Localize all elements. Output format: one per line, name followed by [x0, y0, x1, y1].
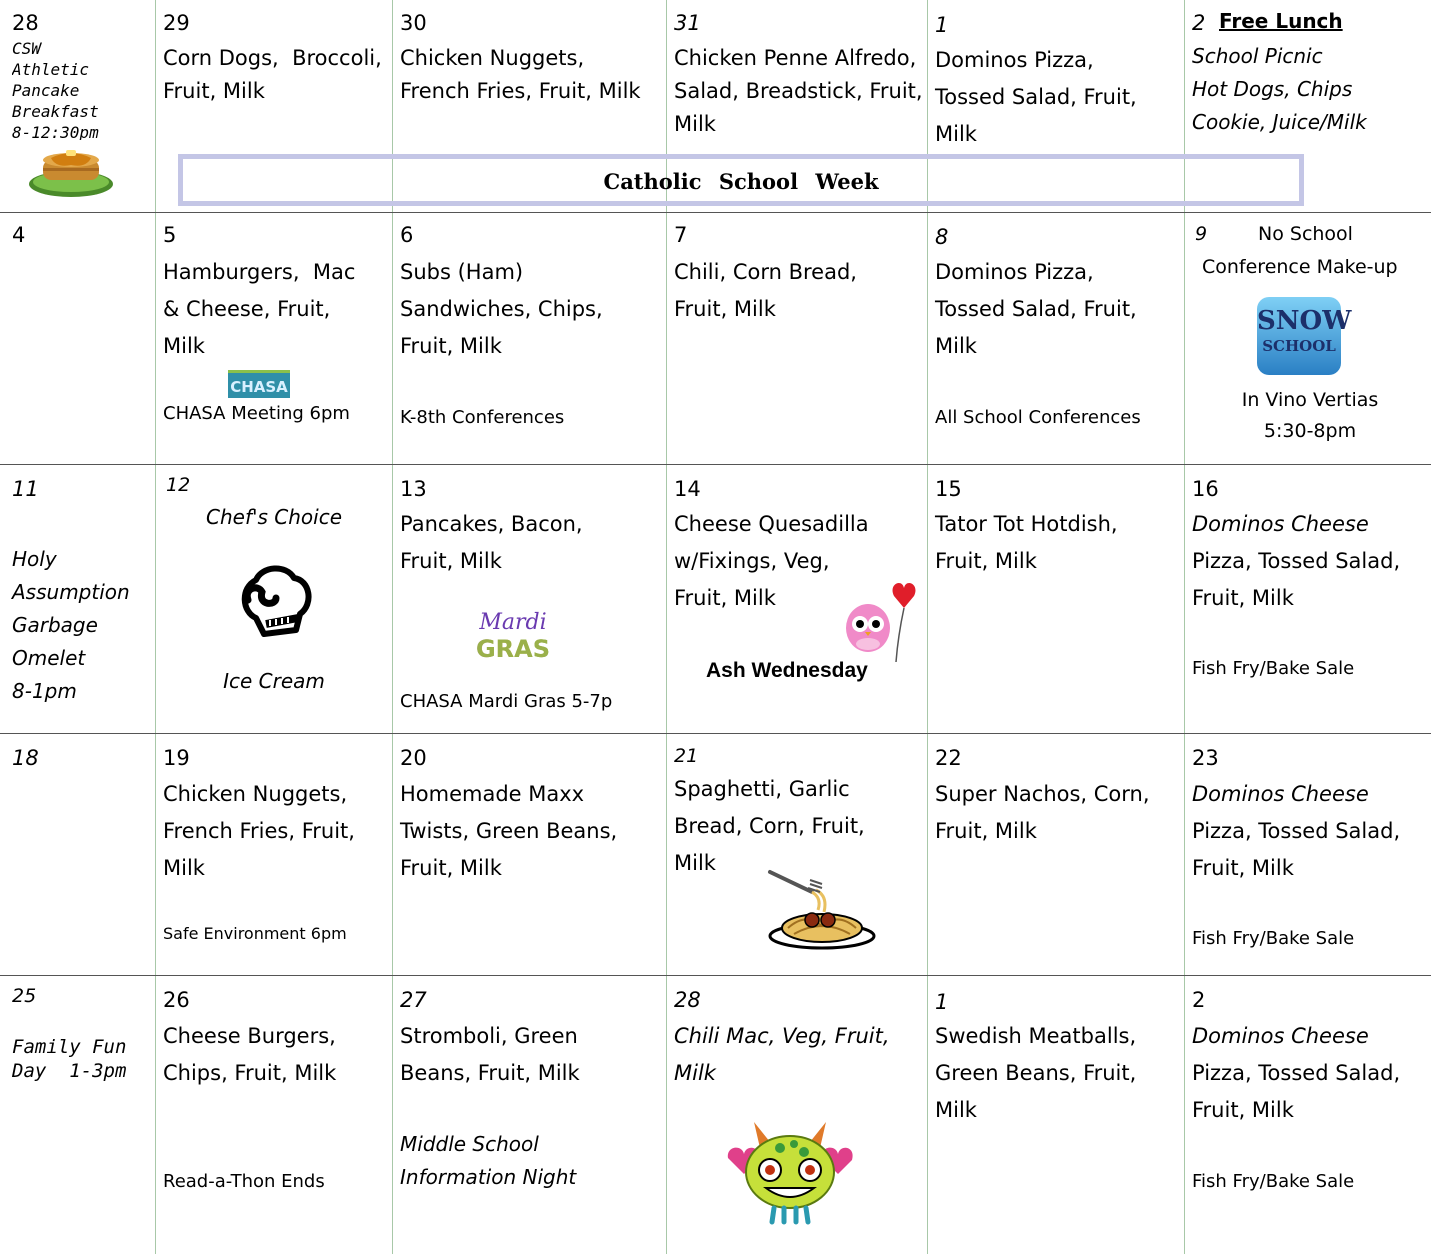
event-text: Read-a-Thon Ends — [163, 1171, 325, 1192]
day-number: 15 — [935, 477, 962, 501]
day-number: 11 — [12, 477, 39, 501]
menu-text: Tator Tot Hotdish, Fruit, Milk — [935, 512, 1118, 573]
event-text: CSW Athletic Pancake Breakfast 8-12:30pm — [12, 39, 99, 140]
grid-line — [155, 0, 156, 1254]
menu-text: Homemade Maxx Twists, Green Beans, Fruit, Milk — [400, 782, 618, 880]
menu-text: Dominos Pizza, Tossed Salad, Fruit, Milk — [935, 260, 1137, 358]
day-number: 1 — [935, 990, 949, 1014]
menu-text: Swedish Meatballs, Green Beans, Fruit, Milk — [935, 1024, 1137, 1122]
event-text: CHASA Mardi Gras 5-7p — [400, 691, 613, 712]
menu-text-italic: Dominos Cheese — [1192, 782, 1369, 806]
day-number: 7 — [674, 223, 688, 247]
grid-line — [0, 212, 1431, 213]
menu-text: Spaghetti, Garlic Bread, Corn, Fruit, Milk — [674, 777, 865, 875]
event-text: Ice Cream — [223, 669, 325, 693]
monster-icon — [724, 1118, 856, 1226]
day-number: 6 — [400, 223, 414, 247]
day-number: 2 — [1192, 988, 1206, 1012]
day-number: 14 — [674, 477, 701, 501]
day-number: 13 — [400, 477, 427, 501]
grid-line — [0, 733, 1431, 734]
menu-text: Pizza, Tossed Salad, Fruit, Milk — [1192, 819, 1401, 880]
menu-text-italic: Dominos Cheese — [1192, 1024, 1369, 1048]
menu-text: Chili, Corn Bread, Fruit, Milk — [674, 260, 857, 321]
event-text: Family Fun Day 1-3pm — [12, 1036, 127, 1082]
day-number: 22 — [935, 746, 962, 770]
menu-text: School Picnic Hot Dogs, Chips Cookie, Juice/Milk — [1192, 44, 1367, 134]
menu-text: Chicken Penne Alfredo, Salad, Breadstick, Fruit, Milk — [674, 46, 923, 136]
day-number: 28 — [12, 11, 39, 35]
banner-text: Catholic School Week — [603, 169, 879, 194]
event-text: All School Conferences — [935, 407, 1141, 428]
gras-icon-text: GRAS — [470, 636, 556, 662]
menu-text: Super Nachos, Corn, Fruit, Milk — [935, 782, 1150, 843]
pancake-icon — [26, 138, 116, 200]
day-number: 4 — [12, 223, 26, 247]
menu-text: Subs (Ham) Sandwiches, Chips, Fruit, Milk — [400, 260, 603, 358]
snow-school-icon — [1257, 297, 1352, 375]
day-number: 5 — [163, 223, 177, 247]
day-number: 20 — [400, 746, 427, 770]
day-number: 19 — [163, 746, 190, 770]
day-number: 31 — [674, 11, 701, 35]
chefs-choice-title: Chef's Choice — [206, 505, 342, 529]
day-number: 9 — [1195, 223, 1208, 245]
day-number: 18 — [12, 746, 39, 770]
day-number: 16 — [1192, 477, 1219, 501]
grid-line — [0, 464, 1431, 465]
chasa-logo-icon: CHASA — [228, 370, 290, 398]
day-number: 21 — [674, 745, 699, 767]
grid-line — [0, 975, 1431, 976]
menu-text: Corn Dogs, Broccoli, Fruit, Milk — [163, 46, 382, 103]
menu-text: Pizza, Tossed Salad, Fruit, Milk — [1192, 1061, 1401, 1122]
snow-icon-text: SNOW — [1257, 306, 1352, 336]
event-text: K-8th Conferences — [400, 407, 565, 428]
menu-text: Pizza, Tossed Salad, Fruit, Milk — [1192, 549, 1401, 610]
menu-text-italic: Dominos Cheese — [1192, 512, 1369, 536]
menu-text: Chili Mac, Veg, Fruit, Milk — [674, 1024, 890, 1085]
school-icon-text: SCHOOL — [1262, 337, 1336, 355]
event-text: Holy Assumption Garbage Omelet 8-1pm — [12, 547, 130, 703]
day-number: 28 — [674, 988, 701, 1012]
day-number: 2 — [1192, 11, 1206, 35]
event-text: Fish Fry/Bake Sale — [1192, 928, 1355, 949]
menu-text: Chicken Nuggets, French Fries, Fruit, Milk — [163, 782, 355, 880]
menu-text: Dominos Pizza, Tossed Salad, Fruit, Milk — [935, 48, 1137, 146]
day-number: 29 — [163, 11, 190, 35]
menu-text: Hamburgers, Mac & Cheese, Fruit, Milk — [163, 260, 356, 358]
event-text: Safe Environment 6pm — [163, 924, 347, 943]
day-number: 12 — [166, 474, 191, 496]
event-text: Fish Fry/Bake Sale — [1192, 1171, 1355, 1192]
mardi-icon-text: Mardi — [479, 610, 547, 635]
ash-wednesday-label: Ash Wednesday — [706, 659, 868, 682]
catholic-school-week-banner — [178, 154, 1304, 206]
menu-text: Chicken Nuggets, French Fries, Fruit, Milk — [400, 46, 641, 103]
owl-valentine-icon — [838, 576, 920, 662]
spaghetti-icon — [766, 862, 878, 952]
menu-text: Cheese Quesadilla w/Fixings, Veg, Fruit, Milk — [674, 512, 869, 610]
menu-text: Pancakes, Bacon, Fruit, Milk — [400, 512, 583, 573]
free-lunch-title: Free Lunch — [1219, 9, 1343, 33]
menu-text: Cheese Burgers, Chips, Fruit, Milk — [163, 1024, 337, 1085]
day-number: 25 — [12, 985, 37, 1007]
event-text: In Vino Vertias 5:30-8pm — [1241, 389, 1379, 442]
event-text: CHASA Meeting 6pm — [163, 403, 350, 424]
day-number: 1 — [935, 13, 949, 37]
day-number: 8 — [935, 225, 949, 249]
event-text: Middle School Information Night — [400, 1132, 577, 1189]
day-number: 27 — [400, 988, 427, 1012]
day-number: 26 — [163, 988, 190, 1012]
day-number: 30 — [400, 11, 427, 35]
menu-text: Stromboli, Green Beans, Fruit, Milk — [400, 1024, 580, 1085]
chef-hat-icon — [236, 560, 316, 640]
event-text: Fish Fry/Bake Sale — [1192, 658, 1355, 679]
event-text: Conference Make-up — [1202, 256, 1398, 278]
mardi-gras-icon — [470, 600, 556, 670]
day-number: 23 — [1192, 746, 1219, 770]
no-school-title: No School — [1258, 223, 1353, 245]
